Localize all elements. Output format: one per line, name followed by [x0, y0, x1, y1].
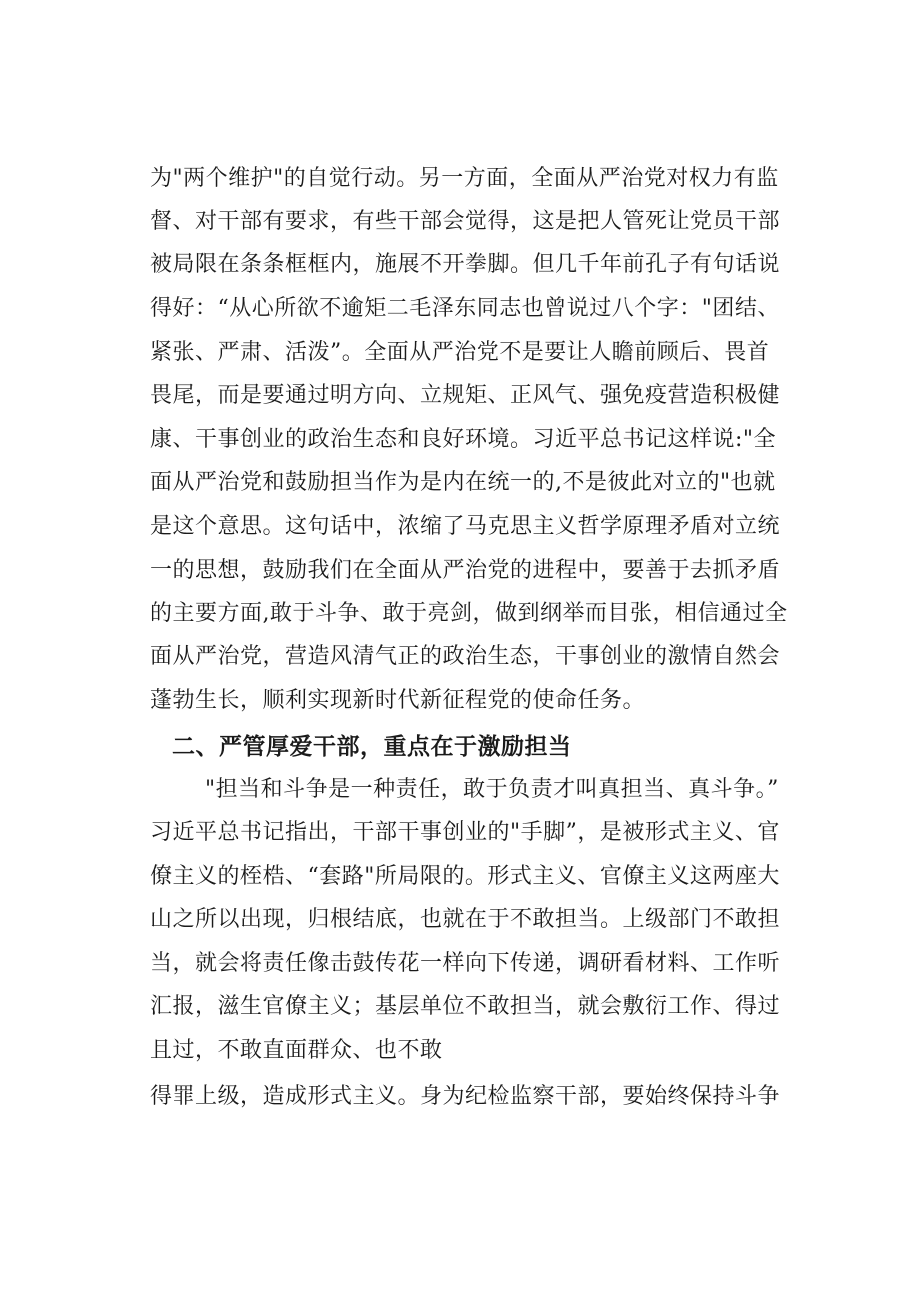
text-line: 为"两个维护"的自觉行动。另一方面，全面从严治党对权力有监 [150, 166, 779, 191]
text-line: 紧张、严肃、活泼”。全面从严治党不是要让人瞻前顾后、畏首 [150, 340, 770, 365]
text-line: 是这个意思。这句话中，浓缩了马克思主义哲学原理矛盾对立统 [150, 514, 781, 539]
section-heading: 二、严管厚爱干部，重点在于激励担当 [172, 734, 572, 760]
text-line: 督、对干部有要求，有些干部会觉得，这是把人管死让党员干部 [150, 209, 781, 234]
text-line: 得好：“从心所欲不逾矩二毛泽东同志也曾说过八个字："团结、 [150, 296, 780, 321]
text-line: "担当和斗争是一种责任，敢于负责才叫真担当、真斗争。” [205, 777, 779, 802]
text-line: 面从严治党和鼓励担当作为是内在统一的,不是彼此对立的"也就 [150, 470, 776, 495]
text-line: 当，就会将责任像击鼓传花一样向下传递，调研看材料、工作听 [150, 951, 781, 976]
text-line: 的主要方面,敢于斗争、敢于亮剑，做到纲举而目张，相信通过全 [150, 601, 788, 626]
text-line: 畏尾，而是要通过明方向、立规矩、正风气、强免疫营造积极健 [150, 383, 781, 408]
text-line: 得罪上级，造成形式主义。身为纪检监察干部，要始终保持斗争 [150, 1084, 781, 1109]
text-line: 汇报，滋生官僚主义；基层单位不敢担当，就会敷衍工作、得过 [150, 994, 781, 1019]
text-line: 一的思想，鼓励我们在全面从严治党的进程中，要善于去抓矛盾 [150, 558, 781, 583]
text-line: 康、干事创业的政治生态和良好环境。习近平总书记这样说:"全 [150, 427, 777, 452]
text-line: 面从严治党，营造风清气正的政治生态，干事创业的激情自然会 [150, 644, 781, 669]
text-line: 蓬勃生长，顺利实现新时代新征程党的使命任务。 [150, 688, 646, 713]
text-line: 被局限在条条框框内，施展不开拳脚。但几千年前孔子有句话说 [150, 252, 781, 277]
text-line: 习近平总书记指出，干部干事创业的"手脚”，是被形式主义、官 [150, 820, 780, 845]
text-line: 且过，不敢直面群众、也不敢 [150, 1038, 443, 1063]
text-line: 僚主义的桎梏、“套路"所局限的。形式主义、官僚主义这两座大 [150, 864, 780, 889]
text-line: 山之所以出现，归根结底，也就在于不敢担当。上级部门不敢担 [150, 907, 781, 932]
